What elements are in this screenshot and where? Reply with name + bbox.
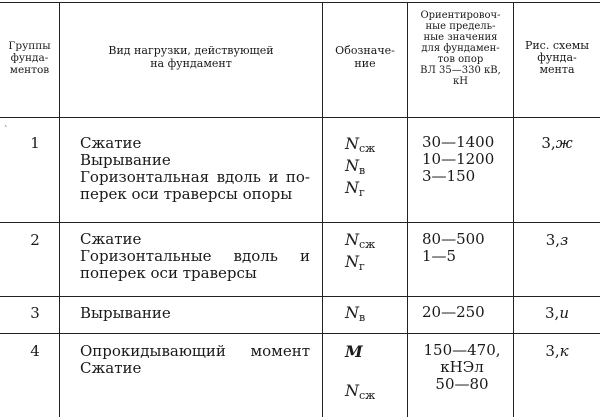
row3-group: 3 bbox=[30, 304, 40, 322]
row3-figure: 3,и bbox=[545, 304, 569, 322]
row2-loads: Сжатие Горизонтальные вдоль и поперек оси траверсы bbox=[80, 230, 310, 282]
rule-row3-bottom bbox=[0, 333, 600, 334]
row3-loads: Вырывание bbox=[80, 304, 171, 322]
row4-figure: 3,к bbox=[545, 342, 569, 360]
row4-group: 4 bbox=[30, 342, 40, 360]
stray-mark: ` bbox=[4, 126, 9, 136]
row2-group: 2 bbox=[30, 231, 40, 249]
row2-values: 80—500 1—5 bbox=[422, 230, 485, 265]
row1-group: 1 bbox=[30, 134, 40, 152]
row3-values: 20—250 bbox=[422, 303, 485, 321]
header-load: Вид нагрузки, действующей на фундамент bbox=[108, 44, 274, 70]
row2-symbols: $N_{сж}$ $N_г$ bbox=[345, 230, 376, 273]
row3-symbols: $N_в$ bbox=[345, 303, 366, 324]
row1-loads: Сжатие Вырывание Горизонтальная вдоль и по- перек оси траверсы опоры bbox=[80, 134, 310, 203]
row4-loads: Опрокидывающий момент Сжатие bbox=[80, 342, 310, 377]
row4-values: 150—470, кНЭл 50—80 bbox=[423, 341, 501, 393]
header-group: Группы фунда- ментов bbox=[8, 40, 51, 76]
rule-row1-bottom bbox=[0, 222, 600, 223]
row1-figure: 3,ж bbox=[541, 134, 573, 152]
rule-top bbox=[0, 2, 600, 3]
row4-symbols: M $N_{сж}$ bbox=[345, 342, 376, 402]
header-values: Ориентировоч- ные предель- ные значения для фундамен- тов опор ВЛ 35—330 кВ, кН bbox=[420, 10, 501, 87]
row2-figure: 3,з bbox=[545, 231, 569, 249]
rule-header-bottom bbox=[0, 117, 600, 118]
rule-row2-bottom bbox=[0, 296, 600, 297]
row1-symbols: $N_{сж}$ $N_в$ $N_г$ bbox=[345, 134, 376, 199]
row1-values: 30—1400 10—1200 3—150 bbox=[422, 133, 495, 185]
header-designation: Обозначе- ние bbox=[335, 44, 395, 70]
header-figure: Рис. схемы фунда- мента bbox=[524, 39, 590, 76]
